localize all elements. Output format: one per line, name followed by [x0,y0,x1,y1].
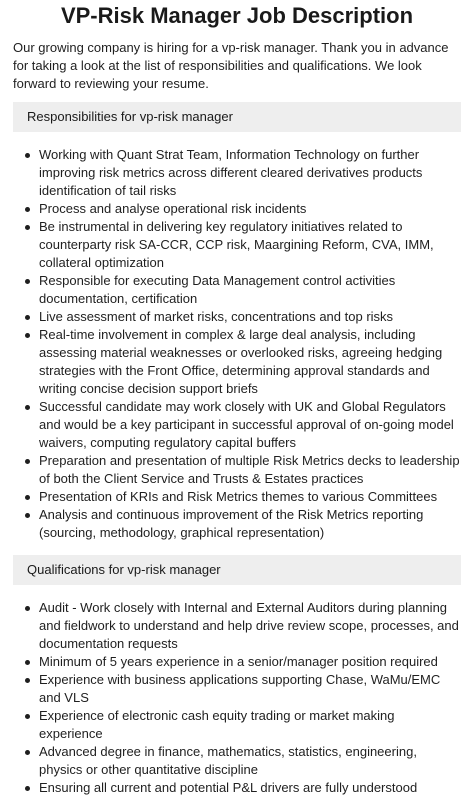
bullet-icon [25,153,30,158]
page-title: VP-Risk Manager Job Description [60,3,414,28]
list-item-text: Process and analyse operational risk incidents [39,201,307,216]
list-item [13,599,461,653]
list-item [13,272,461,308]
list-item-text: Preparation and presentation of multiple Risk Metrics decks to leadership of both the Client Service and Trusts & Estates practices [39,453,460,486]
list-item [13,200,461,218]
list-item-text: Experience of electronic cash equity trading or market making experience [39,708,395,741]
qualifications-section [13,585,461,797]
list-item [13,707,461,743]
list-item-text: Ensuring all current and potential P&L drivers are fully understood [39,780,418,795]
bullet-icon [25,459,30,464]
list-item [13,743,461,779]
list-item [13,146,461,200]
qualifications-header: Qualifications for vp-risk manager [13,555,461,585]
intro-paragraph: Our growing company is hiring for a vp-risk manager. Thank you in advance for taking a look at the list of responsibilities and qualifications. We look forward to reviewing your resume. [13,40,449,91]
list-item [13,671,461,707]
list-item-text: Successful candidate may work closely with UK and Global Regulators and would be a key participant in successful approval of on-going model waivers, computing regulatory capital buffers [39,399,454,450]
bullet-icon [25,315,30,320]
bullet-icon [25,495,30,500]
responsibilities-header: Responsibilities for vp-risk manager [13,102,461,132]
responsibilities-list [13,146,461,542]
responsibilities-section [13,132,461,542]
list-item [13,779,461,797]
bullet-icon [25,786,30,791]
list-item-text: Audit - Work closely with Internal and External Auditors during planning and fieldwork to understand and help drive review scope, processes, and documentation requests [39,600,459,651]
bullet-icon [25,333,30,338]
list-item-text: Be instrumental in delivering key regulatory initiatives related to counterparty risk SA-CCR, CCP risk, Maargining Reform, CVA, IMM, collateral optimization [39,219,434,270]
list-item [13,326,461,398]
list-item [13,506,461,542]
bullet-icon [25,714,30,719]
qualifications-list [13,599,461,797]
bullet-icon [25,405,30,410]
list-item-text: Analysis and continuous improvement of the Risk Metrics reporting (sourcing, methodology, graphical representation) [39,507,424,540]
list-item [13,488,461,506]
list-item [13,653,461,671]
list-item-text: Presentation of KRIs and Risk Metrics themes to various Committees [39,489,438,504]
bullet-icon [25,225,30,230]
list-item-text: Working with Quant Strat Team, Information Technology on further improving risk metrics across different cleared derivatives products identification of tail risks [39,147,423,198]
list-item [13,308,461,326]
bullet-icon [25,660,30,665]
list-item-text: Experience with business applications supporting Chase, WaMu/EMC and VLS [39,672,441,705]
bullet-icon [25,513,30,518]
list-item [13,452,461,488]
bullet-icon [25,678,30,683]
list-item-text: Advanced degree in finance, mathematics, statistics, engineering, physics or other quantitative discipline [39,744,417,777]
bullet-icon [25,750,30,755]
list-item-text: Live assessment of market risks, concentrations and top risks [39,309,394,324]
bullet-icon [25,606,30,611]
list-item-text: Minimum of 5 years experience in a senior/manager position required [39,654,438,669]
list-item-text: Real-time involvement in complex & large deal analysis, including assessing material weaknesses or overlooked risks, agreeing hedging strategies with the Front Office, determining approval standards and writing concise decision support briefs [39,327,443,396]
list-item-text: Responsible for executing Data Management control activities documentation, certification [39,273,396,306]
bullet-icon [25,279,30,284]
list-item [13,398,461,452]
bullet-icon [25,207,30,212]
list-item [13,218,461,272]
